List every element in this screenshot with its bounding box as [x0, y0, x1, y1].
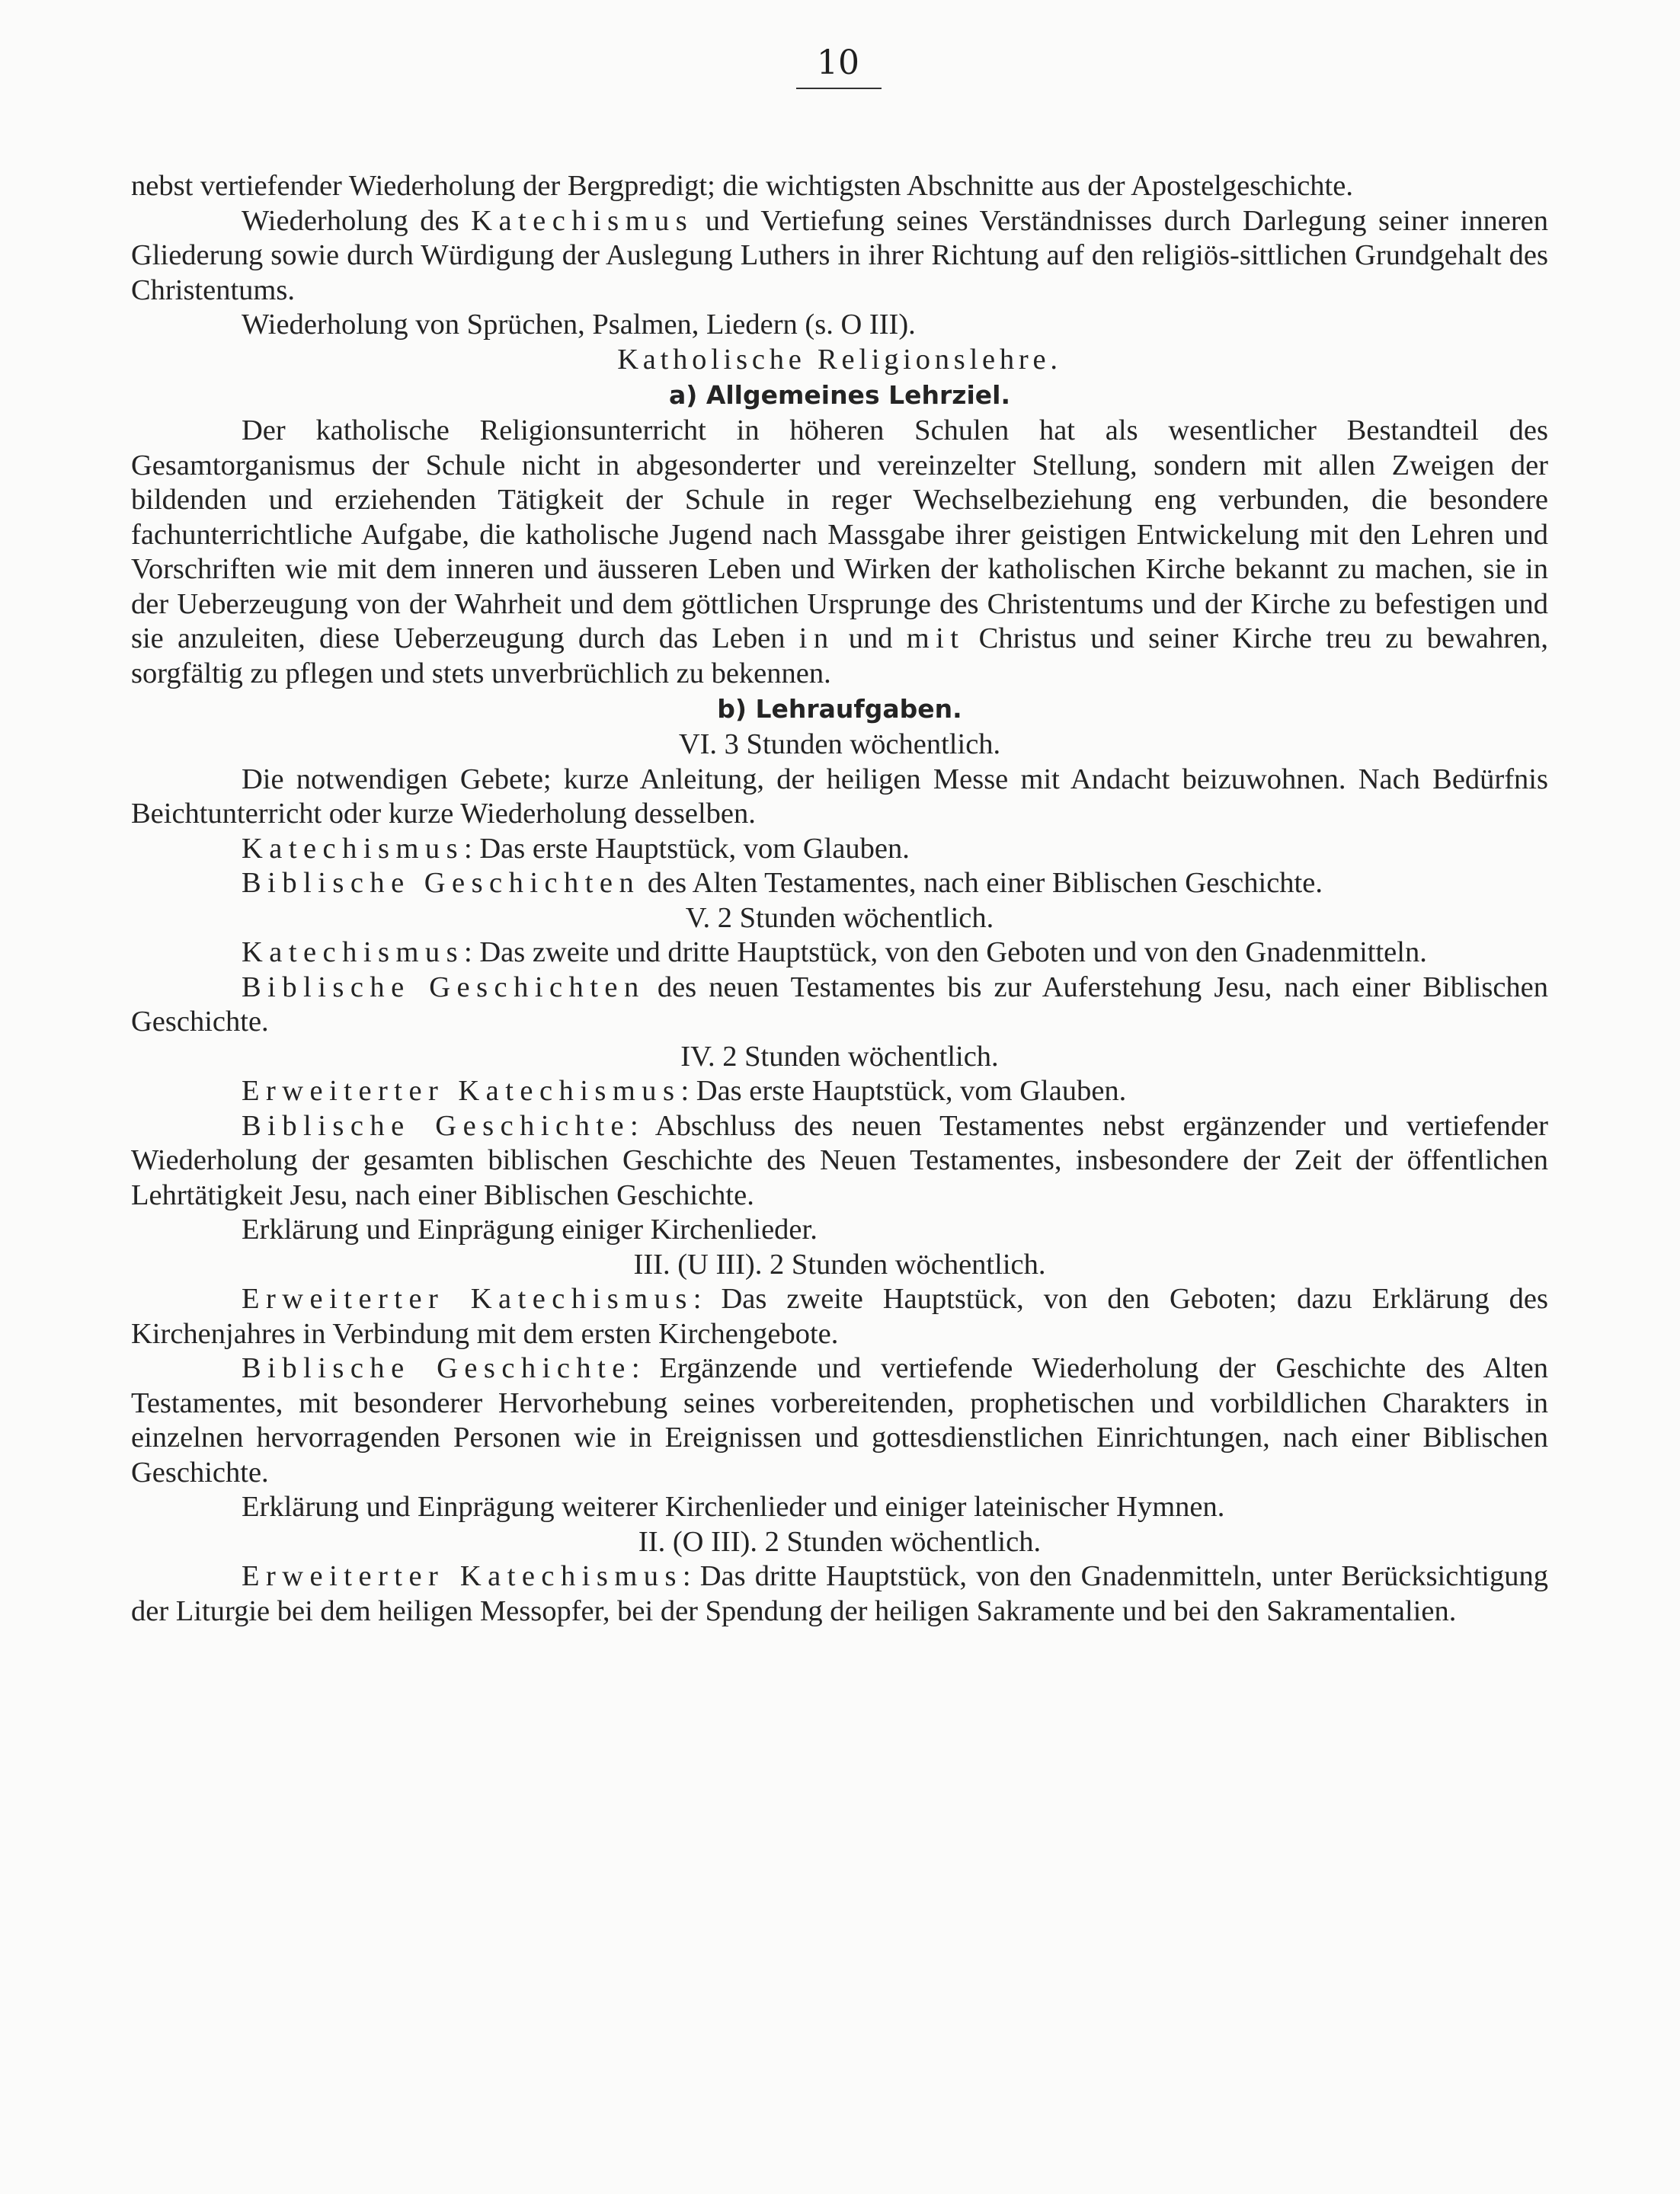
section-title: Katholische Religionslehre. [617, 343, 1062, 376]
lesson-term: Katechismus [242, 936, 465, 968]
lehrziel-mit: mit [906, 622, 965, 654]
lesson-term: Biblische Geschichte [242, 1352, 632, 1384]
lesson-item [131, 935, 1548, 971]
lesson-term: Erweiterter Katechismus [242, 1283, 693, 1315]
lesson-term: Erweiterter Katechismus [242, 1560, 683, 1592]
subheading-b: b) Lehraufgaben. [717, 694, 962, 724]
intro-p2-rest: und Vertiefung seines Verständnisses durch Darlegung seiner inneren Gliederung sowie durch Würdigung der Auslegung Luthers in ihrer Richtung auf den religiös-sittlichen Grundgehalt des Christentums. [131, 204, 1548, 306]
lesson-term: Biblische Geschichte [242, 1109, 631, 1142]
lesson-term: Erweiterter Katechismus [242, 1075, 681, 1107]
lesson-item [131, 1282, 1548, 1351]
lesson-text: Die notwendigen Gebete; kurze Anleitung, der heiligen Messe mit Andacht beizuwohnen. Nach Bedürfnis Beichtunterricht oder kurze Wiederholung desselben. [131, 763, 1548, 830]
lesson-item [131, 763, 1548, 832]
lesson-text: des Alten Testamentes, nach einer Biblischen Geschichte. [640, 867, 1323, 899]
lehrziel-paragraph [131, 414, 1548, 691]
class-heading: V. 2 Stunden wöchentlich. [685, 901, 994, 934]
lesson-text: : Das zweite und dritte Hauptstück, von den Geboten und von den Gnadenmitteln. [464, 936, 1427, 968]
lesson-text: : Abschluss des neuen Testamentes nebst ergänzender und vertiefender Wiederholung der gesamten biblischen Geschichte des Neuen Testamentes, insbesondere der Zeit der öffentlichen Lehrtätigkeit Jesu, nach einer Biblischen Geschichte. [131, 1109, 1548, 1211]
lesson-item [131, 1559, 1548, 1629]
intro-p2-lead: Wiederholung des [242, 204, 472, 237]
lesson-item [131, 1490, 1548, 1525]
intro-paragraph-1: nebst vertiefender Wiederholung der Bergpredigt; die wichtigsten Abschnitte aus der Apostelgeschichte. [131, 170, 1353, 202]
lesson-item [131, 832, 1548, 867]
class-heading: VI. 3 Stunden wöchentlich. [678, 728, 1001, 760]
lesson-text: : Das erste Hauptstück, vom Glauben. [680, 1075, 1127, 1107]
class-sections [131, 728, 1548, 1629]
lesson-item [131, 866, 1548, 901]
lesson-item [131, 1213, 1548, 1248]
lesson-text: Erklärung und Einprägung einiger Kirchenlieder. [242, 1214, 818, 1246]
lesson-term: Katechismus [242, 832, 465, 865]
body-text [131, 169, 1548, 1629]
subheading-a: a) Allgemeines Lehrziel. [668, 380, 1010, 410]
lesson-text: : Das dritte Hauptstück, von den Gnadenmitteln, unter Berücksichtigung der Liturgie bei dem heiligen Messopfer, bei der Spendung der heiligen Sakramente und bei den Sakramentalien. [131, 1560, 1548, 1627]
lesson-item [131, 1351, 1548, 1490]
lesson-text: : Das erste Hauptstück, vom Glauben. [464, 832, 910, 865]
lesson-item [131, 1109, 1548, 1214]
lehrziel-text-1: Der katholische Religionsunterricht in höheren Schulen hat als wesentlicher Bestandteil des Gesamtorganismus der Schule nicht in abgesonderter und vereinzelter Stellung, sondern mit allen Zweigen der bildenden und erziehenden Tätigkeit der Schule in reger Wechselbeziehung eng verbunden, die besondere fachunterrichtliche Aufgabe, die katholische Jugend nach Massgabe ihrer geistigen Entwickelung mit den Lehren und Vorschriften wie mit dem inneren und äusseren Leben und Wirken der katholischen Kirche bekannt zu machen, sie in der Ueberzeugung von der Wahrheit und dem göttlichen Ursprunge des Christentums und der Kirche zu befestigen und sie anzuleiten, diese Ueberzeugung durch das Leben [131, 414, 1548, 654]
lesson-text: : Das zweite Hauptstück, von den Geboten; dazu Erklärung des Kirchenjahres in Verbindung mit dem ersten Kirchengebote. [131, 1283, 1548, 1350]
intro-p2-term: Katechismus [471, 204, 694, 237]
lesson-text: Erklärung und Einprägung weiterer Kirchenlieder und einiger lateinischer Hymnen. [242, 1491, 1225, 1523]
class-heading: III. (U III). 2 Stunden wöchentlich. [633, 1248, 1046, 1281]
page-number: 10 [817, 43, 859, 82]
lesson-item [131, 1074, 1548, 1109]
lesson-term: Biblische Geschichten [242, 971, 645, 1003]
lesson-text: : Ergänzende und vertiefende Wiederholung der Geschichte des Alten Testamentes, mit besonderer Hervorhebung seines vorbereitenden, prophetischen und vorbildlichen Charakters in einzelnen hervorragenden Personen wie in Ereignissen und gottesdienstlichen Einrichtungen, nach einer Biblischen Geschichte. [131, 1352, 1549, 1489]
class-heading: IV. 2 Stunden wöchentlich. [680, 1040, 999, 1073]
class-heading: II. (O III). 2 Stunden wöchentlich. [638, 1525, 1042, 1558]
intro-paragraph-2 [131, 204, 1548, 309]
page-number-underline [796, 88, 882, 89]
intro-paragraph-3: Wiederholung von Sprüchen, Psalmen, Liedern (s. O III). [242, 309, 916, 341]
lesson-term: Biblische Geschichten [242, 867, 641, 899]
lehrziel-text-2: und [834, 622, 907, 654]
lesson-item [131, 971, 1548, 1040]
lehrziel-text-3: Christus und seiner Kirche treu zu bewahren, sorgfältig zu pflegen und stets unverbrüchlich zu bekennen. [131, 622, 1549, 689]
lesson-text: des neuen Testamentes bis zur Auferstehung Jesu, nach einer Biblischen Geschichte. [131, 971, 1548, 1038]
lehrziel-in: in [798, 622, 835, 654]
